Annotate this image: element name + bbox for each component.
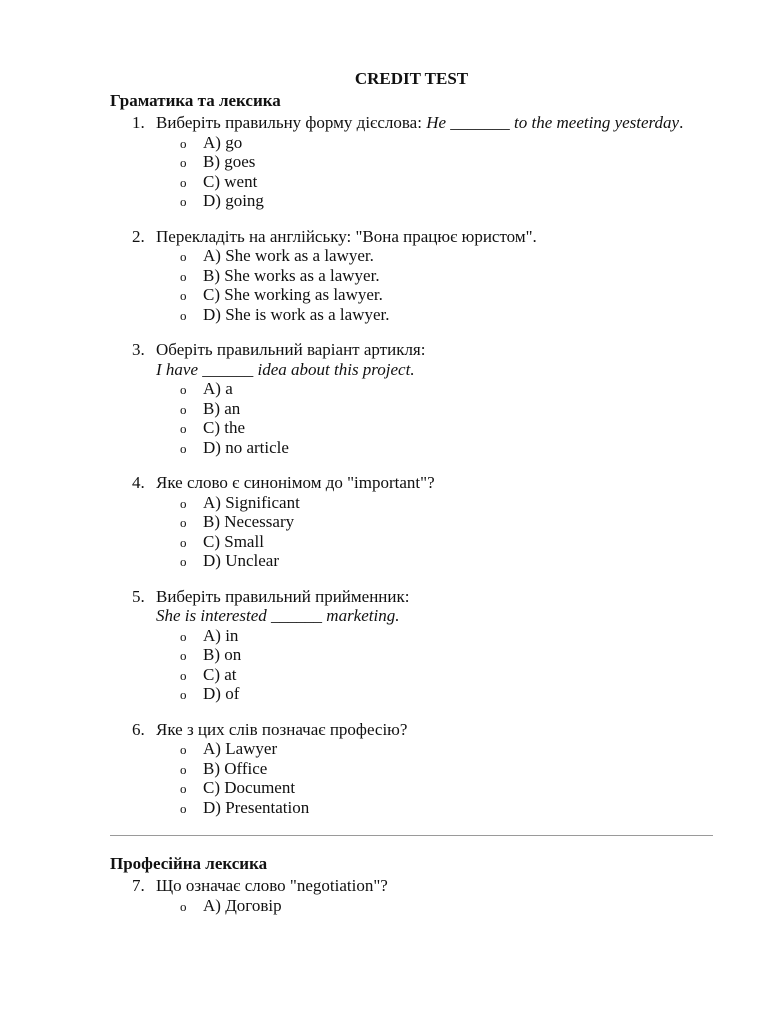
document-title: CREDIT TEST bbox=[354, 69, 469, 88]
bullet-icon: o bbox=[180, 288, 187, 303]
section-heading: Граматика та лексика bbox=[110, 91, 281, 110]
question-text bbox=[156, 113, 713, 133]
answer-option bbox=[180, 379, 713, 399]
answer-options bbox=[180, 246, 713, 324]
question-number: 5. bbox=[132, 586, 145, 606]
answer-option bbox=[180, 191, 713, 211]
answer-options bbox=[180, 895, 713, 916]
answer-options bbox=[180, 379, 713, 457]
question-4 bbox=[132, 473, 713, 571]
option-label: A) a bbox=[203, 379, 233, 398]
question-number: 7. bbox=[132, 876, 145, 895]
document-page bbox=[110, 68, 713, 915]
answer-options bbox=[180, 492, 713, 571]
bullet-icon: o bbox=[180, 155, 187, 170]
question-7 bbox=[132, 876, 713, 915]
question-text: Що означає слово "negotiation"? bbox=[156, 876, 388, 895]
answer-option bbox=[180, 512, 713, 532]
answer-option bbox=[180, 418, 713, 438]
option-label: A) Договір bbox=[203, 895, 282, 915]
bullet-icon: o bbox=[180, 249, 187, 264]
answer-option bbox=[180, 895, 713, 916]
option-label: C) went bbox=[203, 171, 258, 191]
option-label: A) go bbox=[203, 132, 243, 152]
option-label: B) Necessary bbox=[203, 512, 295, 531]
bullet-icon: o bbox=[180, 495, 187, 511]
answer-option bbox=[180, 797, 713, 818]
question-3 bbox=[132, 340, 713, 457]
question-example: She is interested ______ marketing. bbox=[156, 606, 400, 625]
option-label: A) in bbox=[203, 625, 239, 645]
question-number: 3. bbox=[132, 340, 145, 359]
section-professional-vocabulary bbox=[110, 854, 713, 915]
option-label: B) an bbox=[203, 398, 241, 418]
option-label: C) She working as lawyer. bbox=[203, 285, 383, 304]
answer-option bbox=[180, 265, 713, 286]
bullet-icon: o bbox=[180, 800, 187, 816]
question-1 bbox=[132, 113, 713, 211]
option-label: B) She works as a lawyer. bbox=[203, 265, 380, 285]
option-label: D) going bbox=[203, 191, 264, 210]
answer-option bbox=[180, 551, 713, 571]
bullet-icon: o bbox=[180, 440, 187, 456]
answer-option bbox=[180, 778, 713, 798]
bullet-icon: o bbox=[180, 174, 187, 190]
option-label: C) Small bbox=[203, 531, 264, 551]
bullet-icon: o bbox=[180, 687, 187, 702]
option-label: B) Office bbox=[203, 758, 268, 778]
section-divider bbox=[110, 835, 713, 836]
option-label: A) She work as a lawyer. bbox=[203, 246, 374, 265]
answer-option bbox=[180, 739, 713, 759]
question-italic: He _______ to the meeting yesterday bbox=[426, 113, 680, 132]
question-2 bbox=[132, 226, 713, 325]
answer-option bbox=[180, 664, 713, 685]
answer-option bbox=[180, 398, 713, 419]
question-text: Яке слово є синонімом до "important"? bbox=[156, 473, 435, 492]
bullet-icon: o bbox=[180, 742, 187, 757]
answer-option bbox=[180, 758, 713, 779]
question-suffix: . bbox=[679, 113, 684, 132]
question-text: Оберіть правильний варіант артикля: bbox=[156, 340, 426, 359]
answer-options bbox=[180, 132, 713, 211]
answer-option bbox=[180, 152, 713, 172]
option-label: C) the bbox=[203, 418, 246, 437]
answer-options bbox=[180, 625, 713, 704]
bullet-icon: o bbox=[180, 307, 187, 323]
answer-option bbox=[180, 171, 713, 192]
answer-option bbox=[180, 285, 713, 305]
option-label: D) Presentation bbox=[203, 797, 310, 817]
section-heading: Професійна лексика bbox=[110, 854, 268, 873]
question-number: 4. bbox=[132, 473, 145, 492]
bullet-icon: o bbox=[180, 268, 187, 284]
bullet-icon: o bbox=[180, 135, 187, 151]
question-example: I have ______ idea about this project. bbox=[156, 359, 415, 379]
option-label: D) of bbox=[203, 684, 240, 703]
bullet-icon: o bbox=[180, 401, 187, 417]
bullet-icon: o bbox=[180, 628, 187, 644]
bullet-icon: o bbox=[180, 382, 187, 397]
bullet-icon: o bbox=[180, 534, 187, 550]
option-label: D) no article bbox=[203, 437, 289, 457]
bullet-icon: o bbox=[180, 515, 187, 530]
question-5 bbox=[132, 586, 713, 704]
bullet-icon: o bbox=[180, 554, 187, 569]
question-text: Перекладіть на англійську: "Вона працює юристом". bbox=[156, 226, 537, 246]
answer-option bbox=[180, 684, 713, 704]
answer-option bbox=[180, 437, 713, 458]
option-label: D) Unclear bbox=[203, 551, 279, 570]
question-text: Яке з цих слів позначає професію? bbox=[156, 719, 408, 739]
question-number: 6. bbox=[132, 719, 145, 739]
answer-option bbox=[180, 304, 713, 325]
answer-options bbox=[180, 739, 713, 817]
option-label: A) Lawyer bbox=[203, 739, 278, 758]
question-text: Виберіть правильний прийменник: bbox=[156, 586, 410, 606]
option-label: B) goes bbox=[203, 152, 256, 171]
bullet-icon: o bbox=[180, 781, 187, 796]
answer-option bbox=[180, 645, 713, 665]
bullet-icon: o bbox=[180, 667, 187, 683]
section-grammar bbox=[110, 91, 713, 817]
bullet-icon: o bbox=[180, 898, 187, 914]
question-6 bbox=[132, 719, 713, 818]
option-label: C) Document bbox=[203, 778, 296, 797]
answer-option bbox=[180, 492, 713, 513]
option-label: A) Significant bbox=[203, 492, 300, 512]
bullet-icon: o bbox=[180, 761, 187, 777]
question-number: 1. bbox=[132, 113, 145, 132]
option-label: B) on bbox=[203, 645, 242, 664]
bullet-icon: o bbox=[180, 194, 187, 209]
answer-option bbox=[180, 132, 713, 153]
answer-option bbox=[180, 246, 713, 266]
answer-option bbox=[180, 625, 713, 646]
option-label: C) at bbox=[203, 664, 237, 684]
option-label: D) She is work as a lawyer. bbox=[203, 304, 390, 324]
bullet-icon: o bbox=[180, 421, 187, 436]
question-number: 2. bbox=[132, 226, 145, 246]
bullet-icon: o bbox=[180, 648, 187, 663]
question-prefix: Виберіть правильну форму дієслова: bbox=[156, 113, 427, 132]
answer-option bbox=[180, 531, 713, 552]
